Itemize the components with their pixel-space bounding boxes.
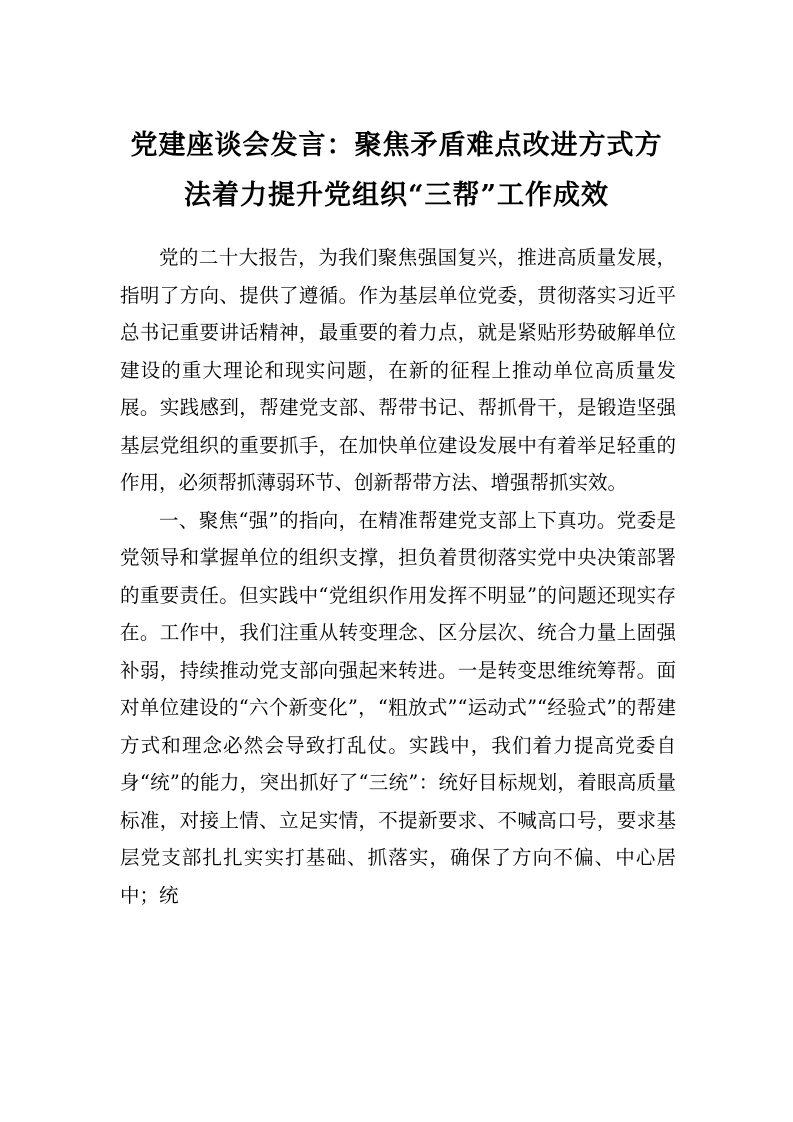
title-line-1: 党建座谈会发言：聚焦矛盾难点改进方式方 (130, 130, 663, 161)
document-body (120, 239, 676, 914)
title-line-2: 法着力提升党组织“三帮”工作成效 (183, 180, 610, 211)
document-title (110, 121, 683, 221)
paragraph-intro: 党的二十大报告，为我们聚焦强国复兴，推进高质量发展，指明了方向、提供了遵循。作为基层单位党委，贯彻落实习近平总书记重要讲话精神，最重要的着力点，就是紧贴形势破解单位建设的重大理论和现实问题，在新的征程上推动单位高质量发展。实践感到，帮建党支部、帮带书记、帮抓骨干，是锻造坚强基层党组织的重要抓手，在加快单位建设发展中有着举足轻重的作用，必须帮抓薄弱环节、创新帮带方法、增强帮抓实效。 (120, 246, 676, 494)
paragraph-section-1: 一、聚焦“强”的指向，在精准帮建党支部上下真功。党委是党领导和掌握单位的组织支撑，担负着贯彻落实党中央决策部署的重要责任。但实践中“党组织作用发挥不明显”的问题还现实存在。工作中，我们注重从转变理念、区分层次、统合力量上固强补弱，持续推动党支部向强起来转进。一是转变思维统筹帮。面对单位建设的“六个新变化”，“粗放式”“运动式”“经验式”的帮建方式和理念必然会导致打乱仗。实践中，我们着力提高党委自身“统”的能力，突出抓好了“三统”：统好目标规划，着眼高质量标准，对接上情、立足实情，不提新要求、不喊高口号，要求基层党支部扎扎实实打基础、抓落实，确保了方向不偏、中心居中；统 (120, 508, 676, 907)
